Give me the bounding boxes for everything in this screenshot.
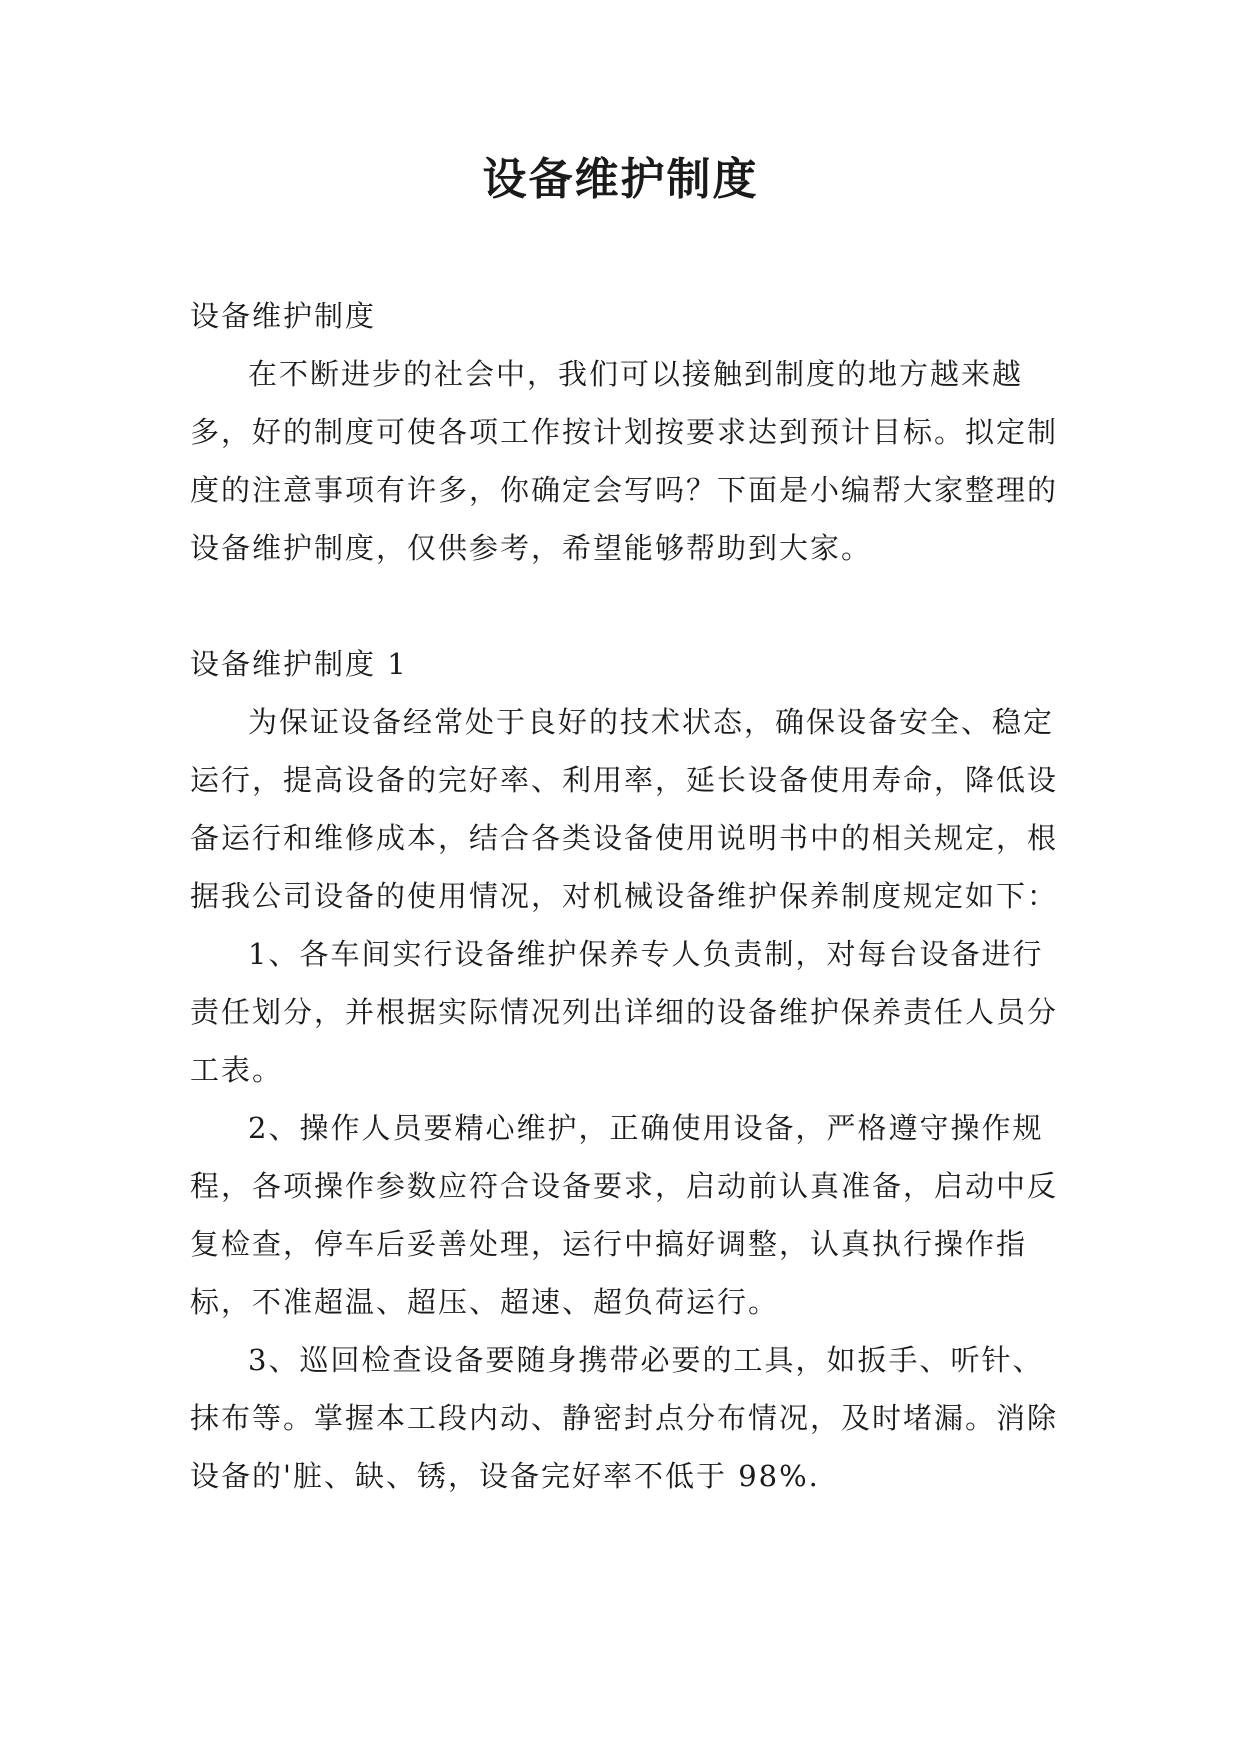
section-paragraph: 为保证设备经常处于良好的技术状态，确保设备安全、稳定运行，提高设备的完好率、利用率，延长设备使用寿命，降低设备运行和维修成本，结合各类设备使用说明书中的相关规定，根据我公司设备的使用情况，对机械设备维护保养制度规定如下：	[190, 705, 1059, 913]
section-spacer	[190, 577, 1070, 635]
document-title: 设备维护制度	[482, 154, 759, 205]
section-paragraph: 2、操作人员要精心维护，正确使用设备，严格遵守操作规程，各项操作参数应符合设备要求，启动前认真准备，启动中反复检查，停车后妥善处理，运行中搞好调整，认真执行操作指标，不准超温、超压、超速、超负荷运行。	[190, 1111, 1059, 1319]
section-paragraph: 3、巡回检查设备要随身携带必要的工具，如扳手、听针、抹布等。掌握本工段内动、静密封点分布情况，及时堵漏。消除设备的'脏、缺、锈，设备完好率不低于 98%.	[190, 1343, 1059, 1493]
intro-paragraph: 在不断进步的社会中，我们可以接触到制度的地方越来越多，好的制度可使各项工作按计划按要求达到预计目标。拟定制度的注意事项有许多，你确定会写吗？下面是小编帮大家整理的设备维护制度，仅供参考，希望能够帮助到大家。	[190, 357, 1059, 565]
intro-heading: 设备维护制度	[190, 299, 377, 333]
document-body	[190, 287, 1070, 1505]
section-paragraph: 1、各车间实行设备维护保养专人负责制，对每台设备进行责任划分，并根据实际情况列出详细的设备维护保养责任人员分工表。	[190, 937, 1059, 1087]
section-heading: 设备维护制度 1	[190, 647, 408, 681]
